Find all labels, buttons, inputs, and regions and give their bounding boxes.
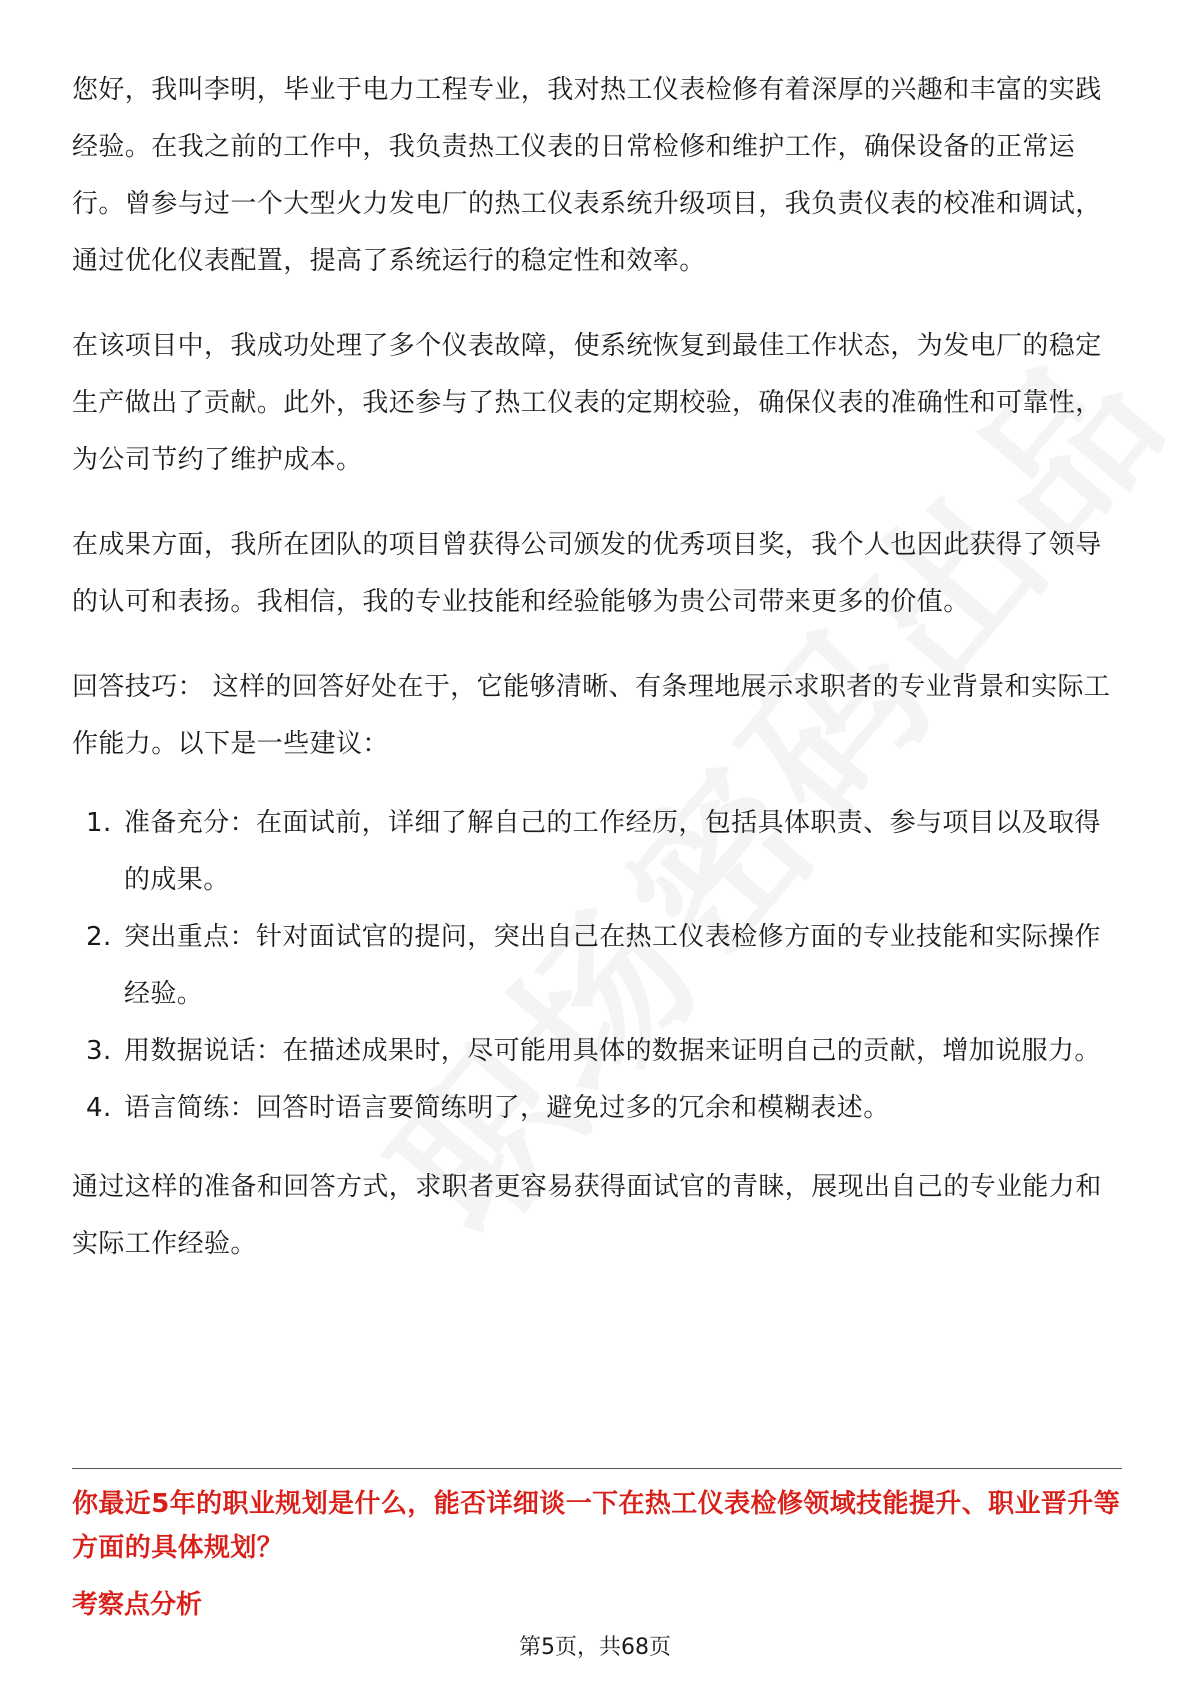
list-item-text: 语言简练：回答时语言要简练明了，避免过多的冗余和模糊表述。	[124, 1093, 890, 1123]
section-heading: 考察点分析	[72, 1590, 203, 1620]
list-item-number: 4.	[86, 1093, 112, 1123]
answer-tips-intro: 回答技巧： 这样的回答好处在于，它能够清晰、有条理地展示求职者的专业背景和实际工作能力。以下是一些建议：	[72, 672, 1111, 759]
list-item-number: 1.	[86, 808, 112, 838]
answer-content	[72, 62, 1122, 1301]
section-divider	[72, 1468, 1122, 1469]
list-item	[72, 795, 1122, 909]
closing-paragraph: 通过这样的准备和回答方式，求职者更容易获得面试官的青睐，展现出自己的专业能力和实际工作经验。	[72, 1172, 1102, 1259]
list-item-number: 2.	[86, 922, 112, 952]
list-item-number: 3.	[86, 1036, 112, 1066]
answer-paragraph-1: 您好，我叫李明，毕业于电力工程专业，我对热工仪表检修有着深厚的兴趣和丰富的实践经验。在我之前的工作中，我负责热工仪表的日常检修和维护工作，确保设备的正常运行。曾参与过一个大型火力发电厂的热工仪表系统升级项目，我负责仪表的校准和调试，通过优化仪表配置，提高了系统运行的稳定性和效率。	[72, 75, 1102, 276]
interview-question: 你最近5年的职业规划是什么，能否详细谈一下在热工仪表检修领域技能提升、职业晋升等方面的具体规划？	[72, 1489, 1121, 1563]
answer-paragraph-3: 在成果方面，我所在团队的项目曾获得公司颁发的优秀项目奖，我个人也因此获得了领导的认可和表扬。我相信，我的专业技能和经验能够为贵公司带来更多的价值。	[72, 530, 1102, 617]
list-item	[72, 1023, 1122, 1080]
list-item	[72, 909, 1122, 1023]
list-item-text: 突出重点：针对面试官的提问，突出自己在热工仪表检修方面的专业技能和实际操作经验。	[124, 922, 1101, 1009]
answer-paragraph-2: 在该项目中，我成功处理了多个仪表故障，使系统恢复到最佳工作状态，为发电厂的稳定生产做出了贡献。此外，我还参与了热工仪表的定期校验，确保仪表的准确性和可靠性，为公司节约了维护成本。	[72, 331, 1102, 475]
tips-list	[72, 795, 1122, 1137]
list-item-text: 准备充分：在面试前，详细了解自己的工作经历，包括具体职责、参与项目以及取得的成果。	[124, 808, 1101, 895]
list-item	[72, 1080, 1122, 1137]
list-item-text: 用数据说话：在描述成果时，尽可能用具体的数据来证明自己的贡献，增加说服力。	[124, 1036, 1101, 1066]
page-number: 第5页，共68页	[519, 1635, 671, 1660]
